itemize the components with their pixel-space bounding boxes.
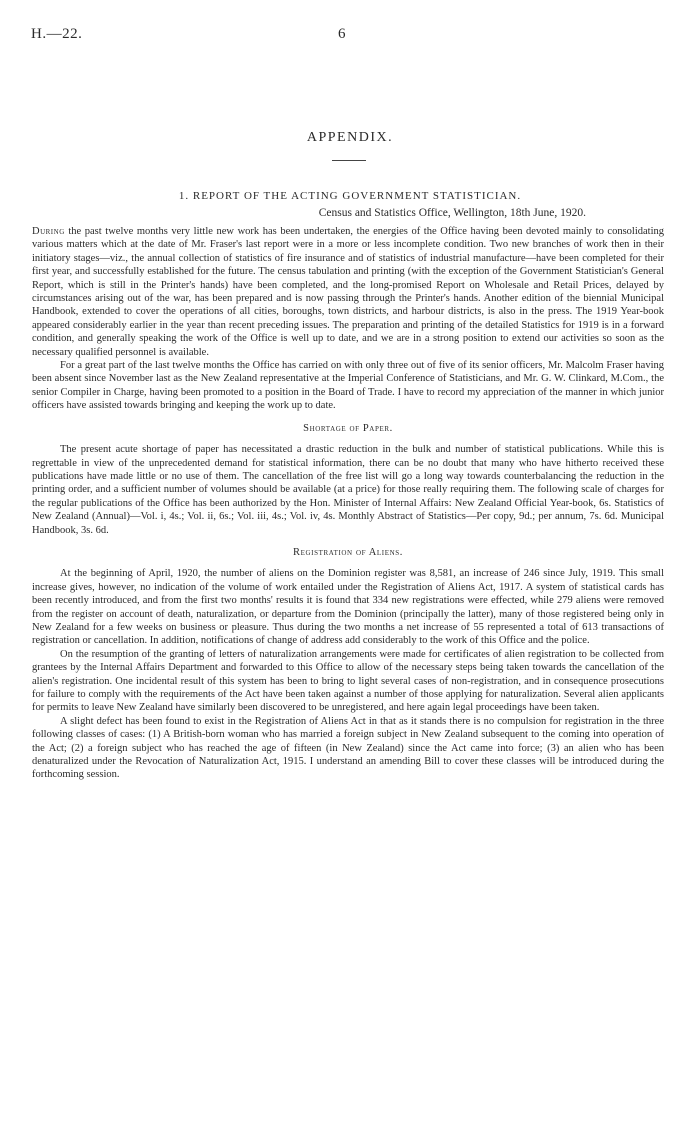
- section-heading: Registration of Aliens.: [293, 546, 403, 558]
- page-number: 6: [338, 26, 346, 42]
- paragraph: [32, 567, 664, 647]
- paragraph: [32, 225, 664, 359]
- report-body: [32, 225, 664, 782]
- section-heading: Shortage of Paper.: [303, 422, 393, 434]
- paragraph-text: At the beginning of April, 1920, the number of aliens on the Dominion register was 8,581, an increase of 246 since July, 1919. This small increase gives, however, no indication of the volume of work entailed under the Registration of Aliens Act, 1917. A system of statistical cards has been recently introduced, and from the first two months' results it is found that 334 new registrations were effected, while 279 aliens were removed from the register on account of death, naturalization, or departure from the Dominion (principally the latter), many of those registered being only in New Zealand for a few weeks on business or pleasure. Thus during the two months a net increase of 55 represented a total of 613 transactions of registration or cancellation. In addition, notifications of change of address add considerably to the work of this Office and the police.: [32, 568, 664, 647]
- drop-lead: During: [32, 226, 65, 237]
- paragraph: [32, 715, 664, 782]
- paragraph: [32, 443, 664, 537]
- paragraph-text: For a great part of the last twelve months the Office has carried on with only three out of five of its senior officers, Mr. Malcolm Fraser having been absent since November last as the New Zealand representative at the Imperial Conference of Statisticians, and Mr. G. W. Clinkard, M.Com., the senior Compiler in Charge, having been promoted to a position in the Board of Trade. I have to record my appreciation of the manner in which junior officers have assisted towards bringing and keeping the work up to date.: [32, 360, 664, 412]
- paragraph-text: On the resumption of the granting of letters of naturalization arrangements were made for certificates of alien registration to be collected from grantees by the Internal Affairs Department and forwarded to this Office to allow of the necessary steps being taken towards the cancellation of the alien's registration. One incidental result of this system has been to bring to light several cases of non-registration, and in consequence prosecutions for failure to comply with the requirements of the Act have been taken against a number of those applying for naturalization. Several alien applicants for permits to leave New Zealand have similarly been discovered to be unregistered, and here again legal proceedings have been taken.: [32, 648, 664, 714]
- document-reference: H.—22.: [31, 26, 83, 42]
- report-title: 1. REPORT OF THE ACTING GOVERNMENT STATISTICIAN.: [178, 190, 522, 202]
- paragraph: [32, 648, 664, 715]
- paragraph-text: the past twelve months very little new work has been undertaken, the energies of the Office having been devoted mainly to consolidating various matters which at the date of Mr. Fraser's last report were in a more or less incomplete condition. Two new branches of work then in their initiatory stages—viz., the annual collection of statistics of fire insurance and of statistics of industrial manufacture—have been completed for their first year, and successfully established for the future. The census tabulation and printing (with the exception of the Government Statistician's General Report, which is still in the Printer's hands) have been completed, and the long-promised Report on Wholesale and Retail Prices, delayed by circumstances arising out of the war, has been prepared and is now passing through the Printer's hands. Another edition of the biennial Municipal Handbook, extended to cover the operations of all cities, boroughs, town districts, and harbour districts, is also in the press. The 1919 Year-book appeared considerably earlier in the year than recent preceding issues. The preparation and printing of the detailed Statistics for 1919 is in a forward condition, and generally speaking the work of the Office is well up to date, and we are in a strong position to extend our activities so soon as the necessary qualified personnel is available.: [32, 226, 664, 358]
- paragraph-text: The present acute shortage of paper has necessitated a drastic reduction in the bulk and number of statistical publications. While this is regrettable in view of the unprecedented demand for statistical information, there can be no doubt that many who have hitherto received these publications have made little or no use of them. The cancellation of the free list will go a long way towards counterbalancing the reduction in the printing order, and a sufficient number of volumes should be available (at a price) for those really requiring them. The following scale of charges for the regular publications of the Office has been authorized by the Hon. Minister of Internal Affairs: New Zealand Official Year-book, 6s. Statistics of New Zealand (Annual)—Vol. i, 4s.; Vol. ii, 6s.; Vol. iii, 4s.; Vol. iv, 4s. Monthly Abstract of Statistics—Per copy, 9d.; per annum, 7s. 6d. Municipal Handbook, 3s. 6d.: [32, 444, 664, 536]
- paragraph: [32, 359, 664, 413]
- appendix-title: APPENDIX.: [306, 130, 394, 145]
- dateline: Census and Statistics Office, Wellington, 18th June, 1920.: [318, 207, 586, 219]
- paragraph-text: A slight defect has been found to exist in the Registration of Aliens Act in that as it stands there is no compulsion for registration in the three following classes of cases: (1) A British-born woman who has married a foreign subject in New Zealand subsequent to the coming into operation of the Act; (2) a foreign subject who has reached the age of fifteen (in New Zealand) since the Act came into force; (3) an alien who has been denaturalized under the Revocation of Naturalization Act, 1915. I understand an amending Bill to cover these classes will be introduced during the forthcoming session.: [32, 715, 664, 781]
- title-rule: [332, 160, 366, 161]
